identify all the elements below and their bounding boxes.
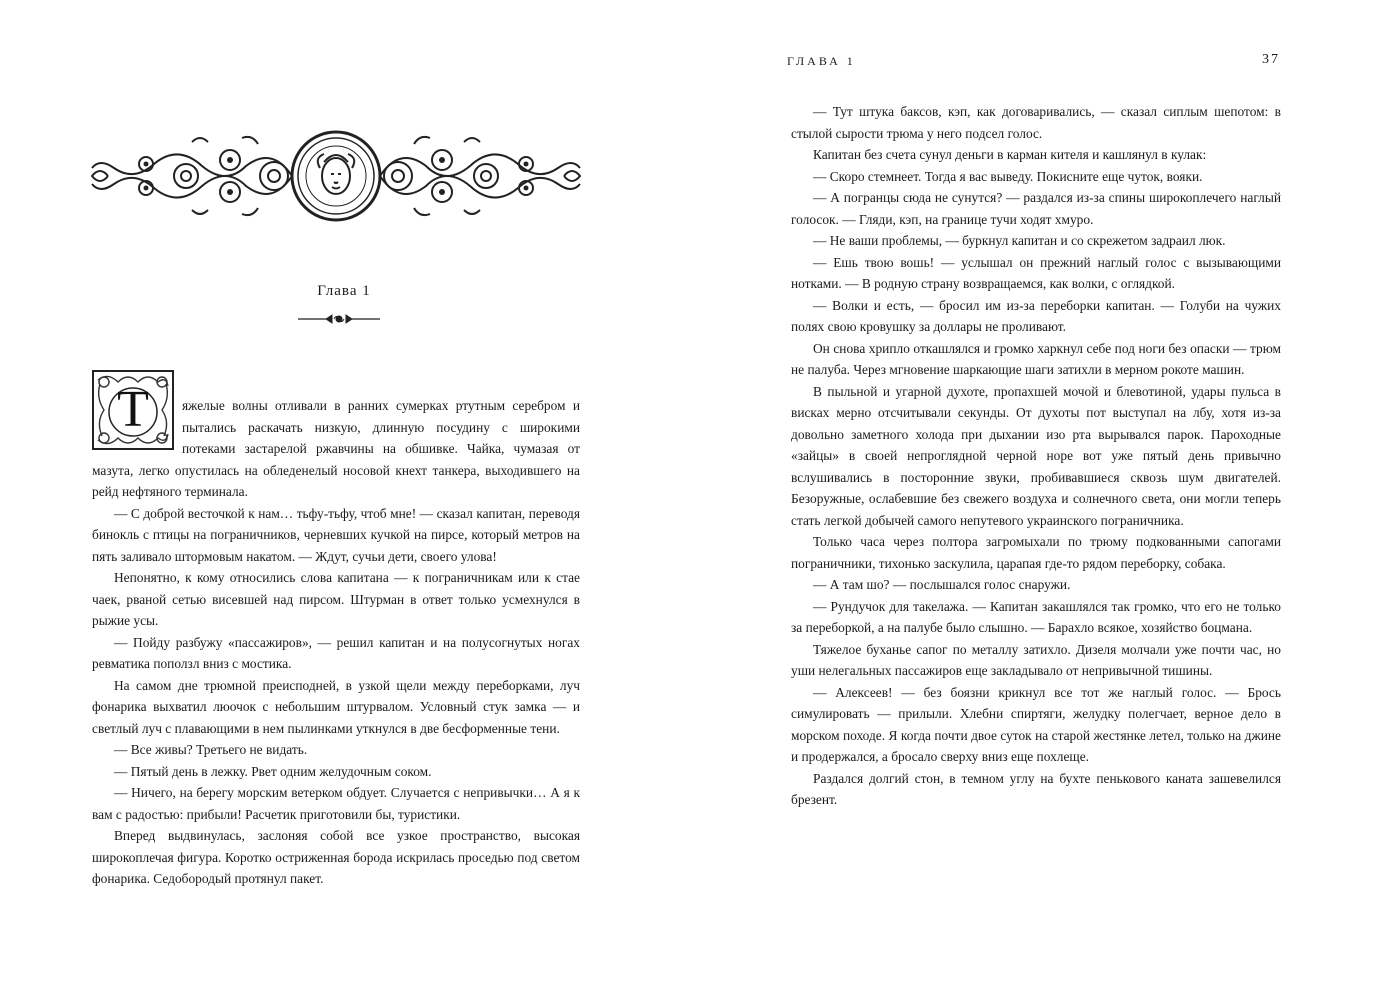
paragraph xyxy=(92,381,580,503)
paragraph: Вперед выдвинулась, заслоняя собой все узкое пространство, высокая широкоплечая фигура. Коротко остриженная борода искрилась проседью под светом фонарика. Седобородый протянул пакет. xyxy=(92,828,580,886)
ornament-header-icon xyxy=(88,124,584,228)
paragraph: — Не ваши проблемы, — буркнул капитан и со скрежетом задраил люк. xyxy=(813,233,1226,248)
paragraph: — А погранцы сюда не сунутся? — раздался из-за спины широкоплечего наглый голосок. — Гляди, кэп, на границе тучи ходят хмуро. xyxy=(791,190,1281,227)
paragraph: В пыльной и угарной духоте, пропахшей мочой и блевотиной, удары пульса в висках мерно отсчитывали секунды. От духоты пот выступал на лбу, хотя из-за довольно заметного холода при дыхании изо рта вырывался парок. Пароходные «зайцы» в своей непроглядной черной норе вот уже пятый день привычно вслушивались в посторонние звуки, пробивавшиеся сквозь шум двигателей. Безоружные, ослабевшие без свежего воздуха и солнечного света, они могли теперь стать легкой добычей самого непутевого украинского пограничника. xyxy=(791,383,1281,528)
flourish-divider-icon xyxy=(296,312,382,326)
page-number: 37 xyxy=(1262,52,1280,67)
drop-cap-letter: Т xyxy=(117,381,149,438)
drop-cap xyxy=(92,370,174,450)
paragraph: На самом дне трюмной преисподней, в узкой щели между переборками, луч фонарика выхватил люочок с небольшим штурвалом. Условный стук замка — и светлый луч с плавающими в нем пылинками уткнулся в две бесформенные тени. xyxy=(92,677,580,736)
right-body-text xyxy=(791,101,1281,811)
paragraph: — Ешь твою вошь! — услышал он прежний наглый голос с вызывающими нотками. — В родную страну возвращаемся, как волки, с оглядкой. xyxy=(791,254,1281,291)
paragraph: Капитан без счета сунул деньги в карман кителя и кашлянул в кулак: xyxy=(813,147,1207,162)
left-body-text xyxy=(92,381,580,890)
paragraph: — А там шо? — послышался голос снаружи. xyxy=(813,577,1071,592)
paragraph: — Тут штука баксов, кэп, как договаривались, — сказал сиплым шепотом: в стылой сырости трюма у него подсел голос. xyxy=(791,104,1281,141)
paragraph: Раздался долгий стон, в темном углу на бухте пенькового каната зашевелился брезент. xyxy=(791,770,1281,807)
paragraph: Непонятно, к кому относились слова капитана — к пограничникам или к стае чаек, рваной сетью висевшей над пирсом. Штурман в ответ только усмехнулся в рыжие усы. xyxy=(92,570,580,628)
paragraph: Он снова хрипло откашлялся и громко харкнул себе под ноги без опаски — трюм не палуба. Через мгновение шаркающие шаги затихли в мерном рокоте машин. xyxy=(791,340,1281,377)
chapter-title: Глава 1 xyxy=(317,283,371,299)
paragraph: — Скоро стемнеет. Тогда я вас выведу. Покисните еще чуток, вояки. xyxy=(813,168,1203,184)
paragraph: — Волки и есть, — бросил им из-за переборки капитан. — Голуби на чужих полях свою кровушку за доллары не проливают. xyxy=(791,297,1281,334)
running-head: ГЛАВА 1 xyxy=(787,54,856,68)
paragraph: — Алексеев! — без боязни крикнул все тот же наглый голос. — Брось симулировать — прилыли. Хлебни спиртяги, желудку полегчает, верное дело в морском походе. Я когда почти двое суток на старой жестянке летел, только на джине и продержался, а бросало сверху вниз еще похлеще. xyxy=(791,684,1281,764)
paragraph-text: яжелые волны отливали в ранних сумерках ртутным серебром и пытались раскачать низкую, длинную посудину с широкими потеками застарелой ржавчины на обшивке. Чайка, чумазая от мазута, легко опустилась на обледенелый носовой кнехт танкера, выходившего на рейд нефтяного терминала. xyxy=(92,398,580,499)
paragraph: — Ничего, на берегу морским ветерком обдует. Случается с непривычки… А я к вам с радостью: прибыли! Расчетик приготовили бы, туристики. xyxy=(92,785,580,822)
paragraph: — Пятый день в лежку. Рвет одним желудочным соком. xyxy=(114,763,432,779)
paragraph: Только часа через полтора загромыхали по трюму подкованными сапогами пограничники, тихонько заскулила, царапая где-то рядом переборку, собака. xyxy=(791,534,1281,571)
paragraph: — Рундучок для такелажа. — Капитан закашлялся так громко, что его не только за переборкой, а на палубе было слышно. — Барахло всякое, хозяйство боцмана. xyxy=(791,598,1281,635)
right-page xyxy=(688,0,1376,1000)
paragraph: Тяжелое буханье сапог по металлу затихло. Дизеля молчали уже почти час, но уши нелегальных пассажиров еще закладывало от непривычной тишины. xyxy=(791,641,1281,678)
paragraph: — Все живы? Третьего не видать. xyxy=(114,742,308,757)
paragraph: — Пойду разбужу «пассажиров», — решил капитан и на полусогнутых ногах ревматика поползл вниз с мостика. xyxy=(92,634,580,671)
paragraph: — С доброй весточкой к нам… тьфу-тьфу, чтоб мне! — сказал капитан, переводя бинокль с птицы на пограничников, черневших кучкой на пирсе, который метров на пять заливало штормовым накатом. — Ждут, сучьи дети, своего улова! xyxy=(92,505,580,564)
